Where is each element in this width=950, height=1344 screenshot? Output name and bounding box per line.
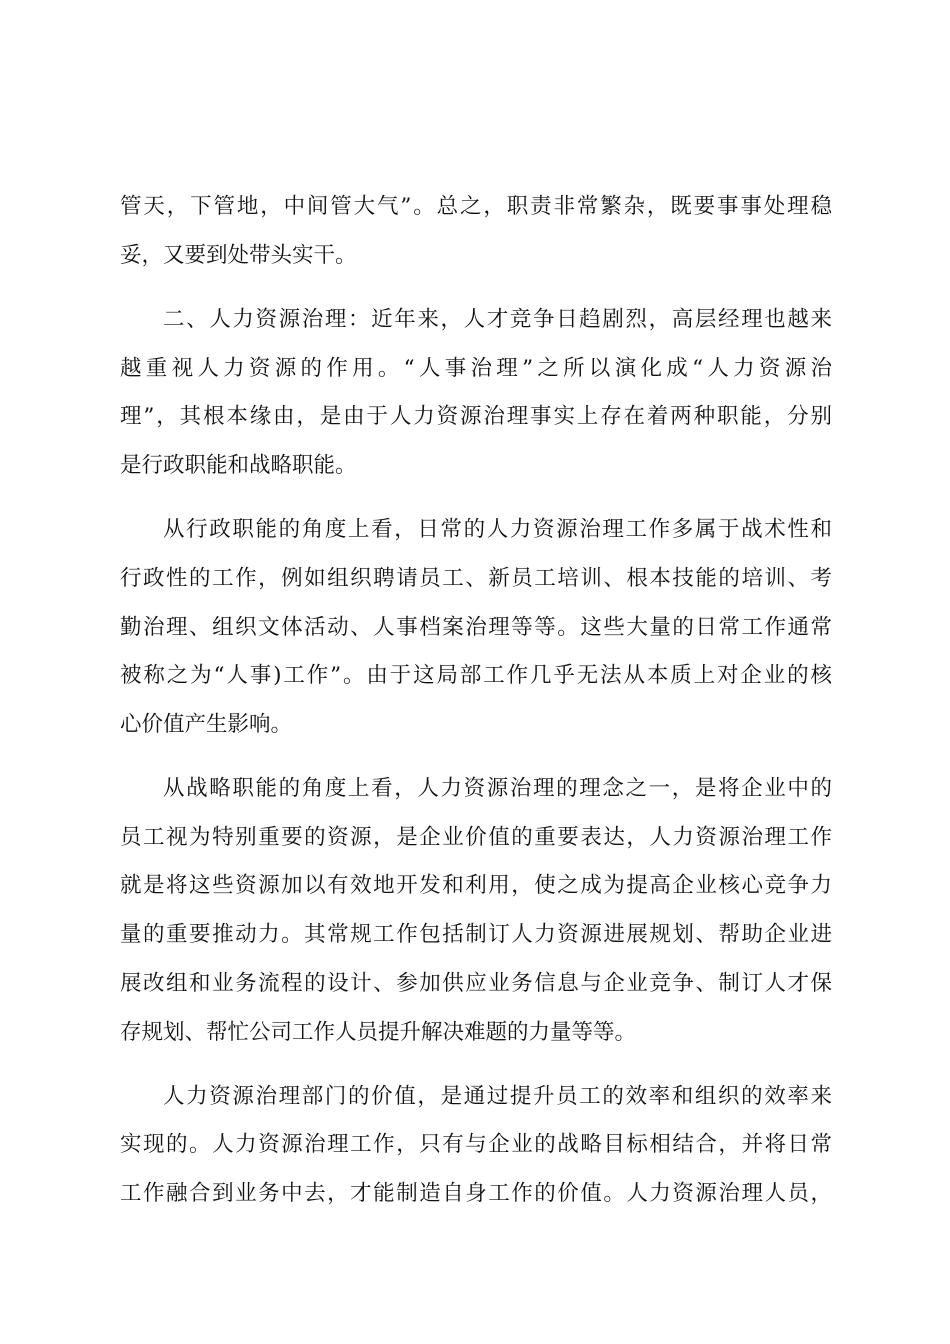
text-line: 妥，又要到处带头实干。 xyxy=(120,242,357,268)
paragraph-4 xyxy=(120,765,832,1057)
text-line: 被称之为“人事)工作”。由于这局部工作几乎无法从本质上对企业的核 xyxy=(120,663,832,689)
text-line: 员工视为特别重要的资源，是企业价值的重要表达，人力资源治理工作 xyxy=(120,824,832,850)
text-line: 从行政职能的角度上看，日常的人力资源治理工作多属于战术性和 xyxy=(163,517,832,543)
text-line: 是行政职能和战略职能。 xyxy=(120,452,357,478)
paragraph-3 xyxy=(120,506,832,749)
text-line: 行政性的工作，例如组织聘请员工、新员工培训、根本技能的培训、考 xyxy=(120,565,832,591)
paragraph-5 xyxy=(120,1073,832,1219)
text-line: 心价值产生影响。 xyxy=(120,711,293,737)
text-line: 就是将这些资源加以有效地开发和利用，使之成为提高企业核心竞争力 xyxy=(120,873,832,899)
text-line: 越重视人力资源的作用。“人事治理”之所以演化成“人力资源治 xyxy=(120,355,832,381)
text-line: 展改组和业务流程的设计、参加供应业务信息与企业竞争、制订人才保 xyxy=(120,970,832,996)
document-body xyxy=(120,183,832,1219)
text-line: 人力资源治理部门的价值，是通过提升员工的效率和组织的效率来 xyxy=(163,1083,832,1109)
text-line: 从战略职能的角度上看，人力资源治理的理念之一，是将企业中的 xyxy=(163,776,832,802)
text-line: 勤治理、组织文体活动、人事档案治理等等。这些大量的日常工作通常 xyxy=(120,614,832,640)
paragraph-1 xyxy=(120,183,832,280)
paragraph-2 xyxy=(120,296,832,491)
text-line: 管天，下管地，中间管大气”。总之，职责非常繁杂，既要事事处理稳 xyxy=(120,194,832,219)
text-line: 工作融合到业务中去，才能制造自身工作的价值。人力资源治理人员， xyxy=(120,1181,832,1207)
text-line: 存规划、帮忙公司工作人员提升解决难题的力量等等。 xyxy=(120,1019,637,1045)
text-line: 二、人力资源治理：近年来，人才竞争日趋剧烈，高层经理也越来 xyxy=(163,306,832,332)
text-line: 实现的。人力资源治理工作，只有与企业的战略目标相结合，并将日常 xyxy=(120,1132,832,1158)
text-line: 量的重要推动力。其常规工作包括制订人力资源进展规划、帮助企业进 xyxy=(120,922,832,948)
text-line: 理”，其根本缘由，是由于人力资源治理事实上存在着两种职能，分别 xyxy=(120,404,832,430)
